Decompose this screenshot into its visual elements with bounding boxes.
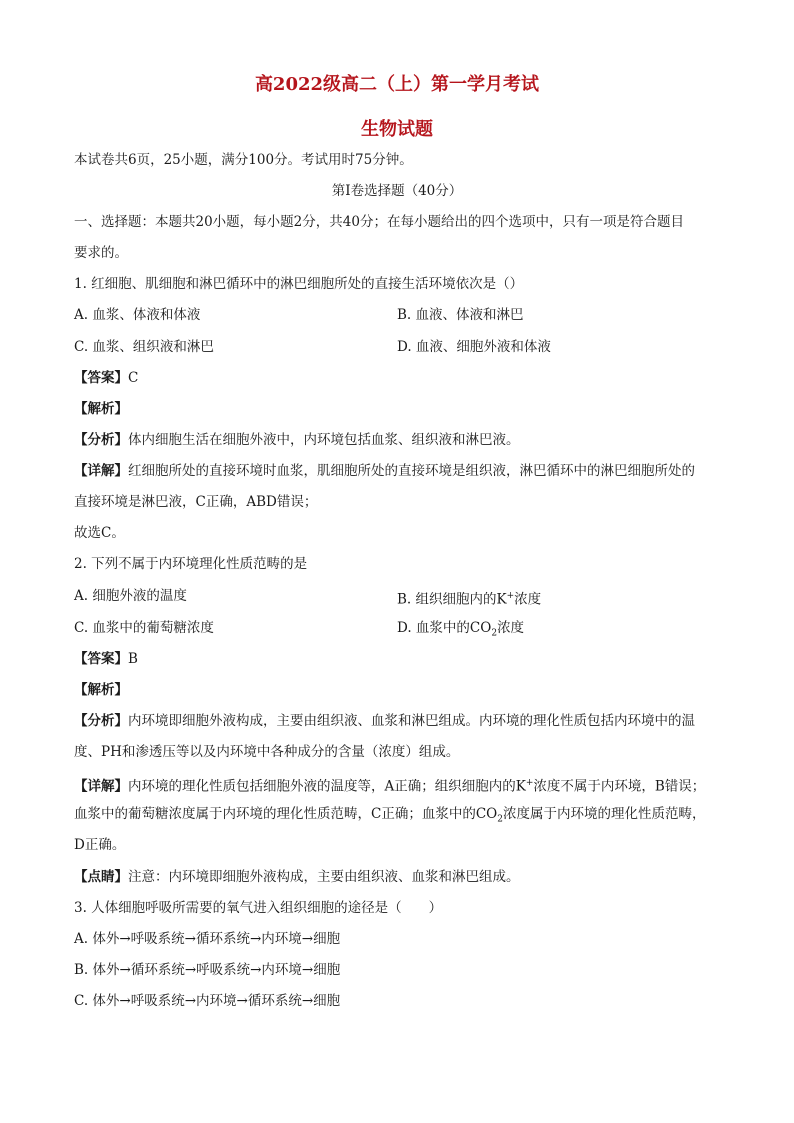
question-2-xiangjie-2 (74, 804, 705, 830)
question-3-option-a: A. 体外→呼吸系统→循环系统→内环境→细胞 (74, 931, 341, 947)
question-1-jiexi: 【解析】 (74, 401, 128, 417)
xiangjie-tag: 【详解】 (74, 778, 128, 795)
question-1-xiangjie-2: 直接环境是淋巴液，C正确，ABD错误； (74, 494, 318, 510)
answer-value: B (128, 651, 138, 667)
question-2-xiangjie-1 (74, 773, 705, 797)
question-2-option-a: A. 细胞外液的温度 (74, 588, 187, 604)
subscript: 2 (497, 814, 503, 825)
question-1-option-b: B. 血液、体液和淋巴 (397, 307, 524, 323)
fenxi-text: 内环境即细胞外液构成，主要由组织液、血浆和淋巴组成。内环境的理化性质包括内环境中的温 (128, 713, 695, 729)
answer-tag: 【答案】 (74, 370, 128, 386)
superscript: + (525, 778, 534, 788)
question-1-option-d: D. 血液、细胞外液和体液 (397, 339, 551, 355)
exam-title: 高2022级高二（上）第一学月考试 (254, 74, 540, 95)
question-1-option-a: A. 血浆、体液和体液 (74, 307, 201, 323)
question-3-option-b: B. 体外→循环系统→呼吸系统→内环境→细胞 (74, 962, 341, 978)
xiangjie-tag: 【详解】 (74, 463, 128, 479)
question-2-option-c: C. 血浆中的葡萄糖浓度 (74, 620, 214, 636)
question-2-stem: 2. 下列不属于内环境理化性质范畴的是 (74, 556, 308, 572)
answer-tag: 【答案】 (74, 651, 128, 667)
question-1-conclusion: 故选C。 (74, 525, 125, 541)
question-2-fenxi-2: 度、PH和渗透压等以及内环境中各种成分的含量（浓度）组成。 (74, 744, 460, 760)
question-2-xiangjie-3: D正确。 (74, 837, 126, 853)
xiangjie-text: 内环境的理化性质包括细胞外液的温度等，A正确；组织细胞内的K (128, 778, 526, 795)
question-1-fenxi (74, 430, 520, 450)
question-2-fenxi-1 (74, 711, 695, 731)
instructions-line-1: 一、选择题：本题共20小题，每小题2分，共40分；在每小题给出的四个选项中，只有一项是符合题目 (74, 214, 684, 230)
exam-subtitle: 生物试题 (361, 119, 433, 140)
section-title: 第Ⅰ卷选择题（40分） (331, 183, 463, 199)
xiangjie-suffix: 浓度不属于内环境，B错误； (533, 778, 706, 795)
fenxi-tag: 【分析】 (74, 432, 128, 448)
option-b-text: B. 组织细胞内的K (397, 591, 507, 608)
fenxi-tag: 【分析】 (74, 713, 128, 729)
xiangjie-text: 血浆中的葡萄糖浓度属于内环境的理化性质范畴，C正确；血浆中的CO (74, 806, 498, 822)
question-1-xiangjie-1 (74, 461, 695, 481)
question-1-option-c: C. 血浆、组织液和淋巴 (74, 339, 214, 355)
superscript: + (506, 591, 515, 601)
question-2-option-b (397, 586, 541, 610)
question-2-answer (74, 649, 138, 669)
instructions-line-2: 要求的。 (74, 245, 128, 261)
question-2-dianjing (74, 867, 520, 887)
question-1-answer (74, 368, 138, 388)
fenxi-text: 体内细胞生活在细胞外液中，内环境包括血浆、组织液和淋巴液。 (128, 432, 520, 448)
question-3-stem: 3. 人体细胞呼吸所需要的氧气进入组织细胞的途径是（ ） (74, 900, 443, 916)
question-1-stem: 1. 红细胞、肌细胞和淋巴循环中的淋巴细胞所处的直接生活环境依次是（） (74, 276, 524, 292)
intro-text: 本试卷共6页，25小题，满分100分。考试用时75分钟。 (74, 152, 413, 168)
answer-value: C (128, 370, 139, 386)
subscript: 2 (491, 628, 498, 639)
xiangjie-text: 红细胞所处的直接环境时血浆，肌细胞所处的直接环境是组织液，淋巴循环中的淋巴细胞所处的 (128, 463, 695, 479)
xiangjie-suffix: 浓度属于内环境的理化性质范畴， (502, 806, 706, 822)
option-b-suffix: 浓度 (514, 591, 542, 608)
dianjing-text: 注意：内环境即细胞外液构成，主要由组织液、血浆和淋巴组成。 (128, 869, 520, 885)
option-d-text: D. 血浆中的CO (397, 620, 492, 636)
question-2-jiexi: 【解析】 (74, 682, 128, 698)
question-2-option-d (397, 618, 524, 644)
question-3-option-c: C. 体外→呼吸系统→内环境→循环系统→细胞 (74, 993, 341, 1009)
dianjing-tag: 【点睛】 (74, 869, 128, 885)
option-d-suffix: 浓度 (497, 620, 525, 636)
